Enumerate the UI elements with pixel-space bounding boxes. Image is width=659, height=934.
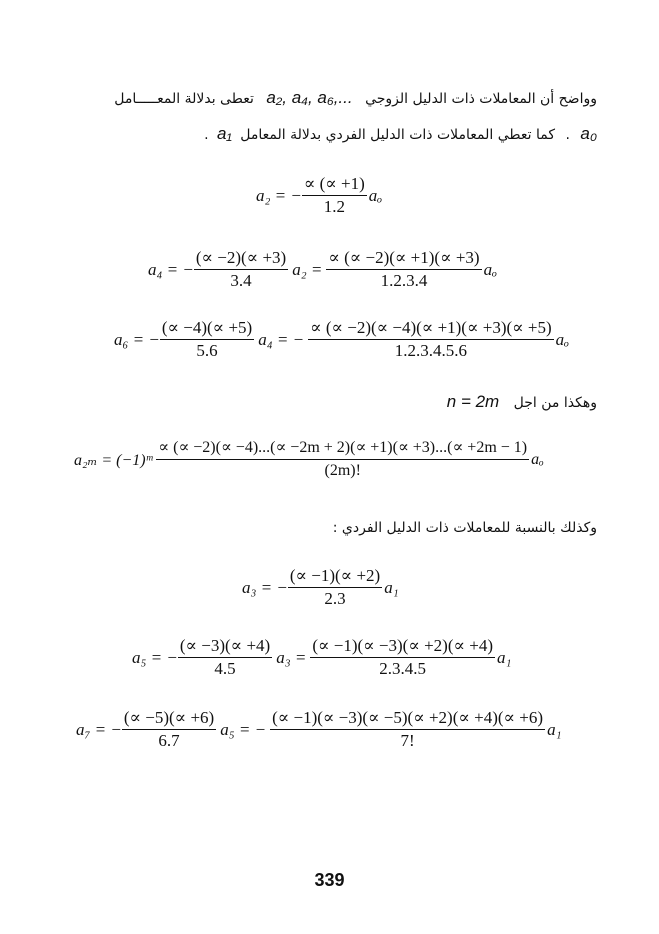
coefficient-a1: a₁ <box>217 124 232 143</box>
equation-middle-term: a₅ = − <box>220 719 267 739</box>
equation-a5 <box>132 636 511 679</box>
fraction-numerator: ∝ (∝ +1) <box>302 174 367 196</box>
equation-a6 <box>114 318 569 361</box>
intro-line-2 <box>204 124 597 144</box>
equation-a3 <box>242 566 399 609</box>
equation-a7 <box>76 708 561 751</box>
intro-line-1-text-left: تعطى بدلالة المعـــــامل <box>114 91 254 107</box>
intro-line-4 <box>333 520 597 536</box>
equation-middle-term: a₂ = <box>292 259 323 279</box>
fraction <box>288 566 382 609</box>
intro-line-3-text: وهكذا من اجل <box>513 395 597 411</box>
intro-line-2-text: كما تعطي المعاملات ذات الدليل الفردي بدلالة المعامل <box>240 127 556 143</box>
coefficient-a0: a₀ <box>580 124 597 143</box>
fraction <box>302 174 367 217</box>
page-number: 339 <box>314 870 345 890</box>
dot-separator: . <box>204 127 209 143</box>
intro-line-3 <box>447 392 597 412</box>
fraction-denominator: 3.4 <box>230 271 252 290</box>
fraction-numerator: (∝ −1)(∝ −3)(∝ +2)(∝ +4) <box>310 636 495 658</box>
fraction-numerator: (∝ −4)(∝ +5) <box>160 318 254 340</box>
index-relation: n = 2m <box>446 392 500 411</box>
fraction <box>270 708 545 751</box>
equation-lhs: a₂ = − <box>256 185 302 205</box>
fraction-numerator: (∝ −5)(∝ +6) <box>122 708 216 730</box>
fraction <box>160 318 254 361</box>
equation-a2 <box>256 174 382 217</box>
fraction <box>310 636 495 679</box>
equation-lhs: a₄ = − <box>148 259 194 279</box>
equation-lhs: a₇ = − <box>76 719 122 739</box>
fraction-denominator: (2m)! <box>324 462 361 479</box>
fraction-numerator: ∝ (∝ −2)(∝ −4)...(∝ −2m + 2)(∝ +1)(∝ +3)...(∝ +2m − 1) <box>156 438 529 460</box>
fraction <box>178 636 272 679</box>
intro-line-1 <box>114 88 597 108</box>
even-coefficient-series: a₂, a₄, a₆,... <box>266 88 353 107</box>
fraction-denominator: 2.3 <box>324 589 346 608</box>
fraction-denominator: 6.7 <box>158 731 180 750</box>
fraction <box>156 438 529 481</box>
fraction <box>308 318 554 361</box>
dot-separator: . <box>565 127 570 143</box>
equation-a2m <box>74 438 544 481</box>
fraction-numerator: (∝ −1)(∝ +2) <box>288 566 382 588</box>
fraction-denominator: 1.2.3.4 <box>380 271 428 290</box>
equation-coefficient: a₁ <box>497 647 512 667</box>
equation-lhs: a₆ = − <box>114 329 160 349</box>
fraction-numerator: ∝ (∝ −2)(∝ −4)(∝ +1)(∝ +3)(∝ +5) <box>308 318 554 340</box>
fraction-denominator: 7! <box>400 731 415 750</box>
equation-lhs: a₅ = − <box>132 647 178 667</box>
equation-coefficient: aₒ <box>368 185 383 205</box>
fraction-denominator: 2.3.4.5 <box>379 659 427 678</box>
fraction <box>326 248 481 291</box>
fraction-denominator: 1.2.3.4.5.6 <box>394 341 467 360</box>
intro-line-1-text-right: وواضح أن المعاملات ذات الدليل الزوجي <box>365 91 597 107</box>
equation-coefficient: aₒ <box>555 329 569 349</box>
fraction-numerator: ∝ (∝ −2)(∝ +1)(∝ +3) <box>326 248 481 270</box>
fraction-numerator: (∝ −2)(∝ +3) <box>194 248 288 270</box>
fraction-numerator: (∝ −1)(∝ −3)(∝ −5)(∝ +2)(∝ +4)(∝ +6) <box>270 708 545 730</box>
fraction <box>122 708 216 751</box>
equation-coefficient: a₁ <box>384 577 399 597</box>
fraction <box>194 248 288 291</box>
equation-coefficient: a₁ <box>547 719 562 739</box>
fraction-denominator: 5.6 <box>196 341 218 360</box>
equation-middle-term: a₃ = <box>276 647 307 667</box>
fraction-numerator: (∝ −3)(∝ +4) <box>178 636 272 658</box>
equation-lhs: a₂ₘ = (−1)ᵐ <box>74 451 153 469</box>
equation-lhs: a₃ = − <box>242 577 288 597</box>
equation-coefficient: aₒ <box>483 259 497 279</box>
intro-line-4-text: وكذلك بالنسبة للمعاملات ذات الدليل الفردي : <box>332 520 597 536</box>
equation-coefficient: aₒ <box>531 450 544 468</box>
fraction-denominator: 1.2 <box>323 197 345 216</box>
equation-a4 <box>148 248 497 291</box>
equation-middle-term: a₄ = − <box>258 329 305 349</box>
fraction-denominator: 4.5 <box>214 659 236 678</box>
